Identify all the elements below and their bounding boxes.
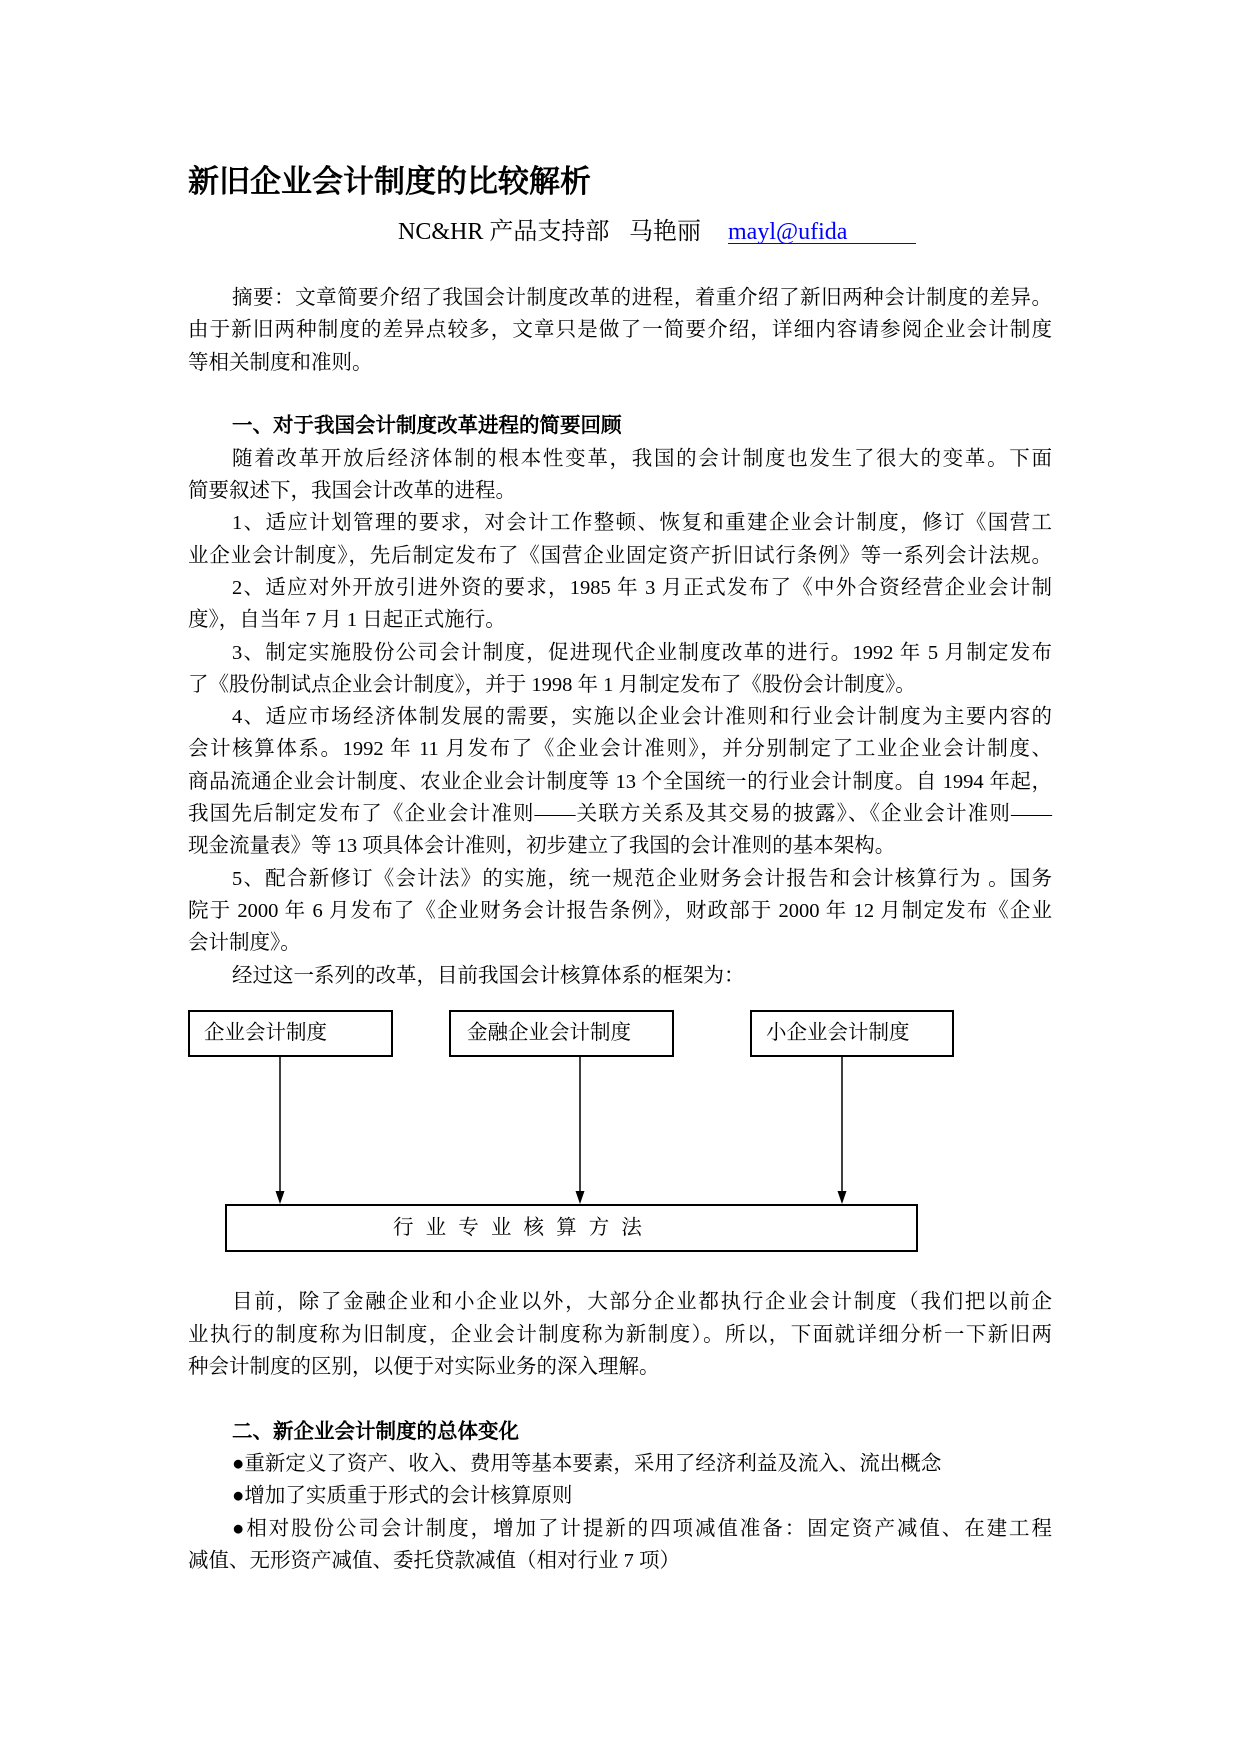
author-name: 马艳丽 — [629, 219, 701, 245]
paragraph-current-status — [188, 1286, 1052, 1383]
author-line — [188, 216, 1052, 248]
paragraph-item-1 — [188, 507, 1052, 572]
paragraph-item-5 — [188, 863, 1052, 960]
paragraph-line: 会计核算体系。1992 年 11 月发布了《企业会计准则》，并分别制定了工业企业会计制度、 — [188, 738, 1052, 761]
paragraph-line: 4、适应市场经济体制发展的需要，实施以企业会计准则和行业会计制度为主要内容的 — [232, 706, 1052, 729]
paragraph-item-4 — [188, 701, 1052, 862]
abstract-line: 由于新旧两种制度的差异点较多，文章只是做了一简要介绍，详细内容请参阅企业会计制度 — [188, 319, 1052, 342]
section-heading: 二、新企业会计制度的总体变化 — [232, 1420, 519, 1443]
paragraph-item-3 — [188, 637, 1052, 702]
paragraph-line: 会计制度》。 — [188, 932, 301, 955]
abstract-line: 摘要：文章简要介绍了我国会计制度改革的进程，着重介绍了新旧两种会计制度的差异。 — [232, 287, 1052, 309]
arrowhead-financial-enterprise — [576, 1191, 585, 1204]
diagram-box-small-enterprise: 小企业会计制度 — [750, 1010, 954, 1057]
abstract-line: 等相关制度和准则。 — [188, 351, 373, 374]
paragraph-line: 业执行的制度称为旧制度，企业会计制度称为新制度）。所以，下面就详细分析一下新旧两 — [188, 1323, 1052, 1346]
author-email-link[interactable]: mayl@ufida — [728, 216, 916, 244]
author-department: NC&HR 产品支持部 — [398, 219, 610, 245]
bullet-list — [188, 1448, 1052, 1577]
paragraph-line: 现金流量表》等 13 项具体会计准则，初步建立了我国的会计准则的基本架构。 — [188, 835, 896, 858]
arrowhead-small-enterprise — [838, 1191, 847, 1204]
paragraph-line: 1、适应计划管理的要求，对会计工作整顿、恢复和重建企业会计制度，修订《国营工 — [232, 512, 1052, 535]
paragraph-line: 3、制定实施股份公司会计制度，促进现代企业制度改革的进行。1992 年 5 月制定发布 — [232, 641, 1052, 664]
paragraph-line: 了《股份制试点企业会计制度》，并于 1998 年 1 月制定发布了《股份会计制度》。 — [188, 673, 916, 696]
diagram-box-financial-enterprise: 金融企业会计制度 — [449, 1010, 674, 1057]
diagram-box-enterprise: 企业会计制度 — [188, 1010, 393, 1057]
arrowhead-enterprise — [276, 1191, 285, 1204]
paragraph-line: 院于 2000 年 6 月发布了《企业财务会计报告条例》，财政部于 2000 年 12 月制定发布《企业 — [188, 899, 1052, 922]
paragraph-line: 目前，除了金融企业和小企业以外，大部分企业都执行企业会计制度（我们把以前企 — [232, 1291, 1052, 1314]
abstract — [188, 282, 1052, 379]
document-body — [188, 0, 1052, 1577]
bullet-item: ●相对股份公司会计制度，增加了计提新的四项减值准备：固定资产减值、在建工程 — [232, 1517, 1052, 1540]
document-title: 新旧企业会计制度的比较解析 — [188, 164, 591, 200]
paragraph-line: 我国先后制定发布了《企业会计准则——关联方关系及其交易的披露》、《企业会计准则—— — [188, 803, 1052, 826]
paragraph-line: 2、适应对外开放引进外资的要求，1985 年 3 月正式发布了《中外合资经营企业会计制 — [232, 576, 1052, 599]
paragraph-item-2 — [188, 572, 1052, 637]
bullet-item: ●增加了实质重于形式的会计核算原则 — [232, 1485, 573, 1508]
paragraph-line: 简要叙述下，我国会计改革的进程。 — [188, 480, 516, 503]
paragraph-framework-intro — [188, 960, 1052, 992]
paragraph-line: 随着改革开放后经济体制的根本性变革，我国的会计制度也发生了很大的变革。下面 — [232, 447, 1052, 470]
paragraph-line: 业企业会计制度》，先后制定发布了《国营企业固定资产折旧试行条例》等一系列会计法规。 — [188, 544, 1052, 567]
paragraph-line: 种会计制度的区别，以便于对实际业务的深入理解。 — [188, 1355, 660, 1378]
framework-diagram — [188, 1010, 1052, 1252]
paragraph-line: 5、配合新修订《会计法》的实施，统一规范企业财务会计报告和会计核算行为 。国务 — [232, 867, 1052, 890]
diagram-box-industry-methods: 行 业 专 业 核 算 方 法 — [225, 1204, 918, 1252]
bullet-item: ●重新定义了资产、收入、费用等基本要素，采用了经济利益及流入、流出概念 — [232, 1453, 942, 1476]
paragraph-line: 商品流通企业会计制度、农业企业会计制度等 13 个全国统一的行业会计制度。自 1994 年起， — [188, 770, 1052, 793]
paragraph-line: 经过这一系列的改革，目前我国会计核算体系的框架为： — [232, 964, 745, 987]
paragraph-line: 度》，自当年 7 月 1 日起正式施行。 — [188, 609, 506, 632]
bullet-item-continuation: 减值、无形资产减值、委托贷款减值（相对行业 7 项） — [188, 1549, 680, 1572]
paragraph-intro — [188, 443, 1052, 508]
section-heading: 一、对于我国会计制度改革进程的简要回顾 — [232, 415, 622, 438]
